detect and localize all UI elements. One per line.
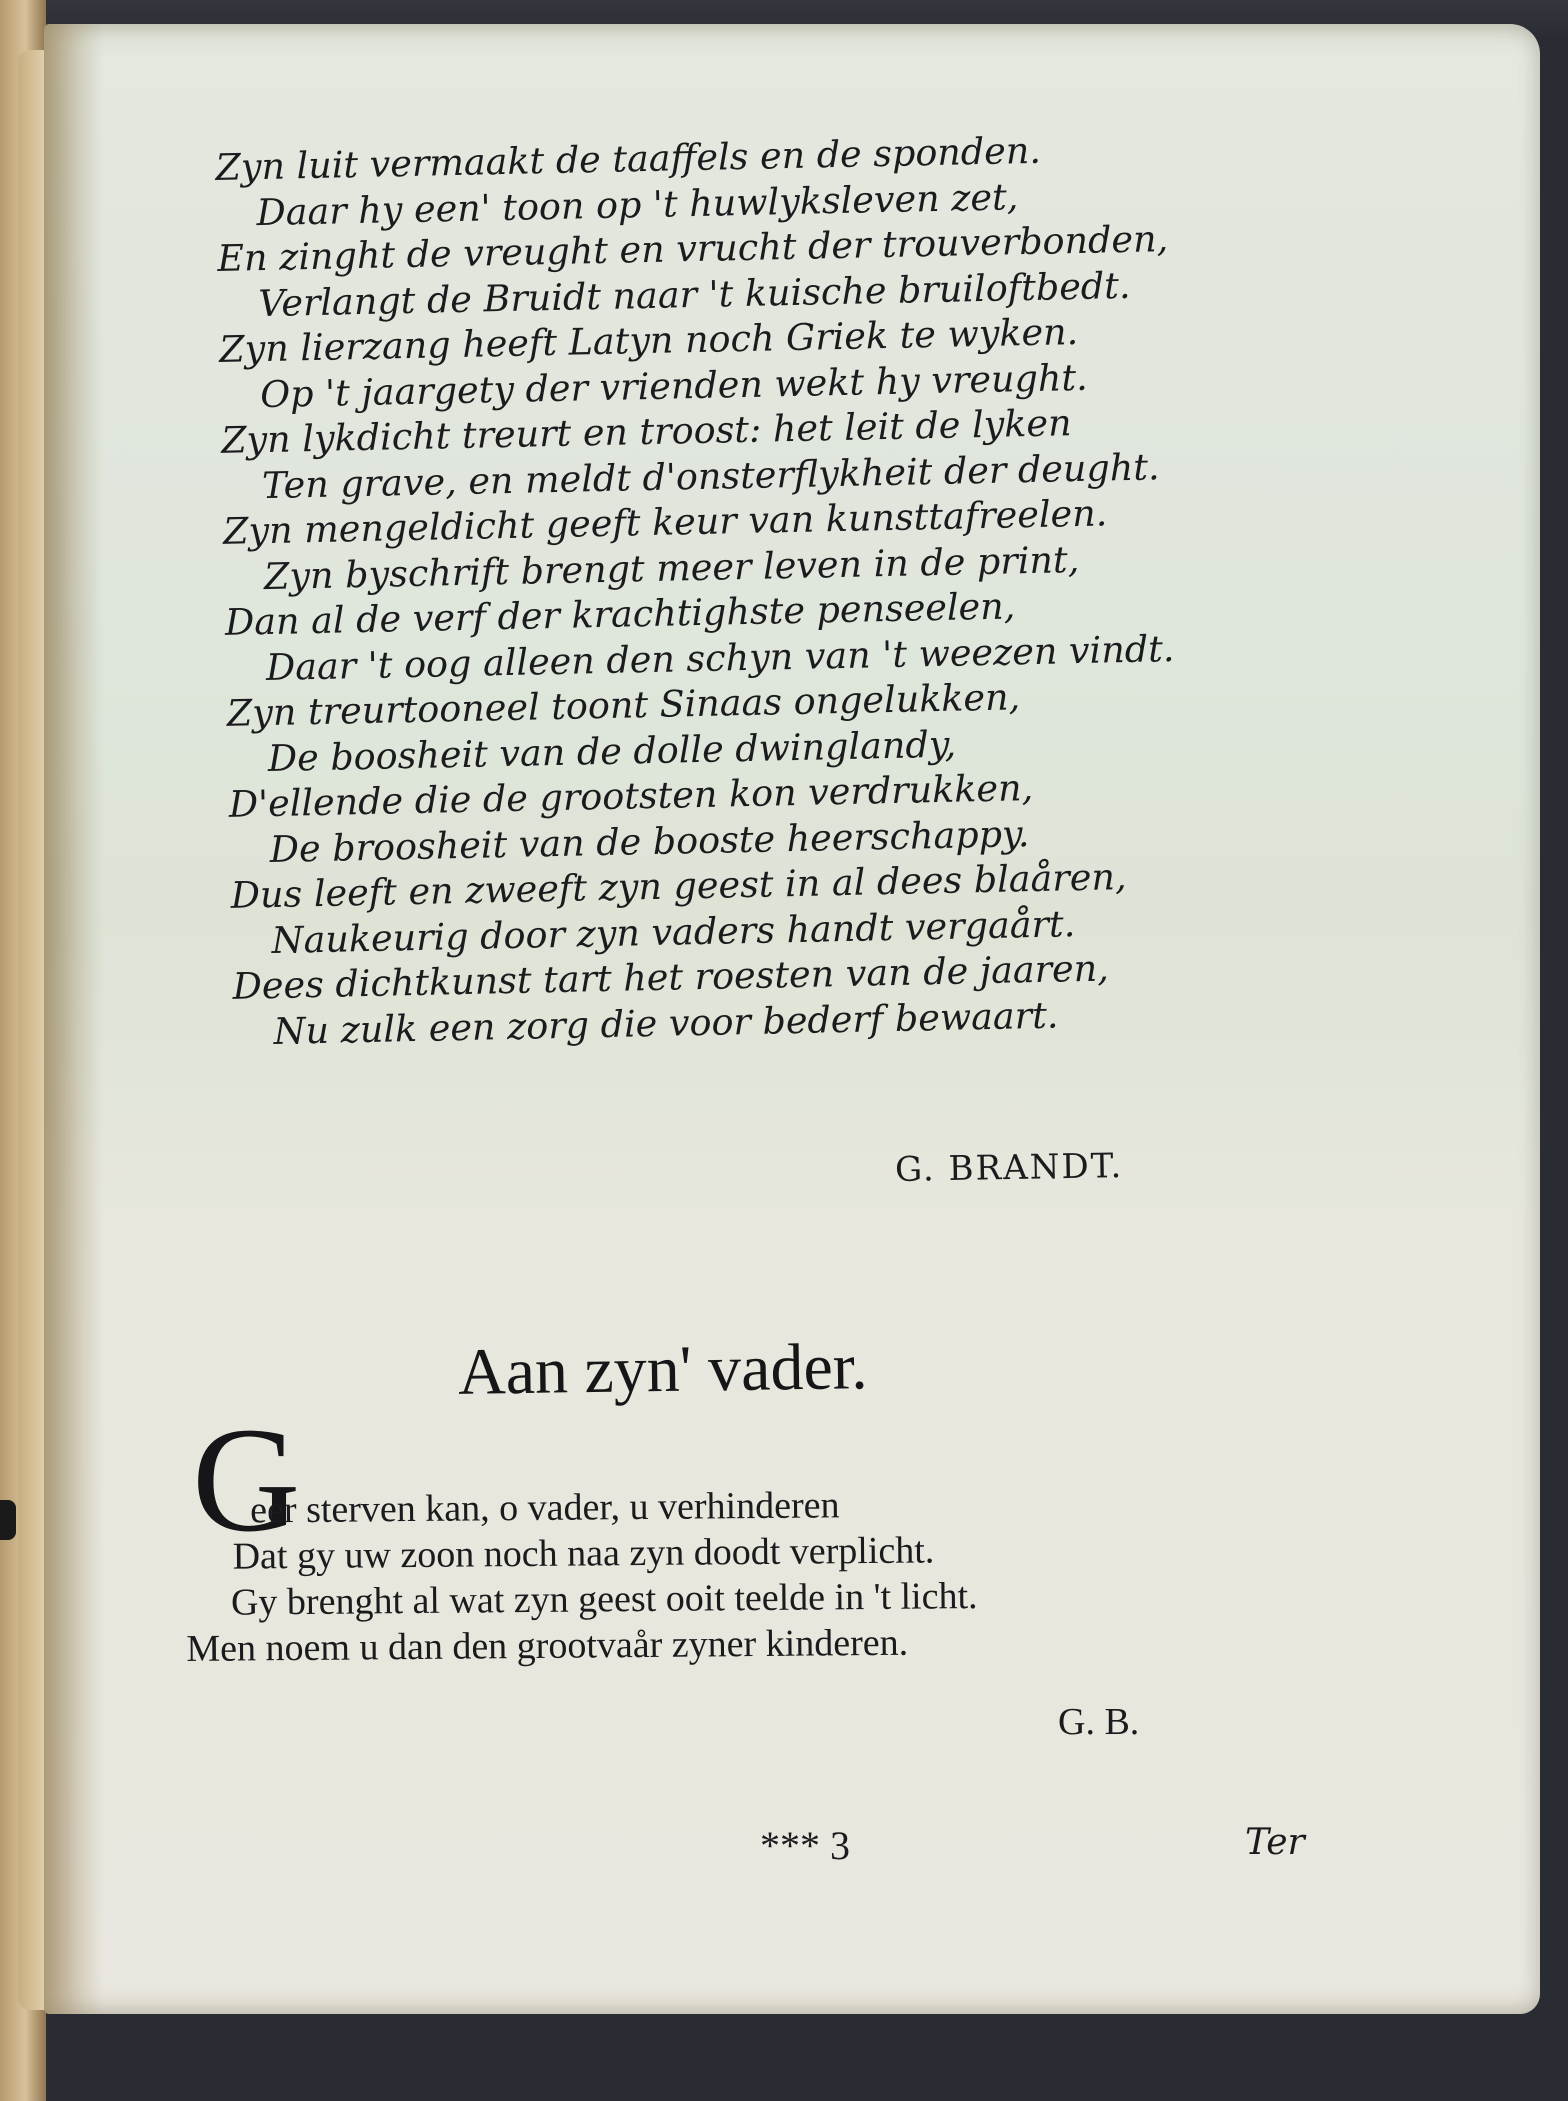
verse-line: Dat gy uw zoon noch naa zyn doodt verplicht. [232, 1529, 935, 1578]
poem-line: Ten grave, en meldt d'onsterflykheit der deught. [261, 444, 1160, 507]
verse-line: eer sterven kan, o vader, u verhinderen [250, 1484, 840, 1532]
page-gutter-shadow [44, 24, 104, 2014]
poem-line: De boosheit van de dolle dwinglandy, [267, 722, 957, 780]
poem-line: D'ellende die de grootsten kon verdrukken, [228, 766, 1034, 826]
verse-line: Gy brenght al wat zyn geest ooit teelde in 't licht. [230, 1575, 978, 1624]
poem-title: Aan zyn' vader. [457, 1330, 869, 1409]
poem-line: Zyn treurtooneel toont Sinaas ongelukken, [226, 675, 1021, 735]
poem-line: Zyn lierzang heeft Latyn noch Griek te wyken. [218, 309, 1079, 371]
poem-line: Zyn lykdicht treurt en troost: het leit de lyken [220, 401, 1072, 462]
poem-line: Nu zulk een zorg die voor bederf bewaart. [273, 993, 1059, 1053]
poem-line: Naukeurig door zyn vaders handt vergaårt. [271, 901, 1076, 962]
poem-line: Dan al de verf der krachtighste penseelen, [224, 584, 1016, 644]
poem-line: Verlangt de Bruidt naar 't kuische bruiloftbedt. [257, 263, 1131, 325]
poem-line: Zyn luit vermaakt de taaffels en de sponden. [215, 128, 1042, 189]
poem-line: Daar 't oog alleen den schyn van 't weezen vindt. [265, 626, 1175, 689]
poem-line: Zyn byschrift brengt meer leven in de print, [263, 537, 1080, 598]
poem-line: Dus leeft en zweeft zyn geest in al dees blaåren, [230, 855, 1127, 917]
poem-line: Zyn mengeldicht geeft keur van kunsttafreelen. [222, 491, 1108, 553]
catchword: Ter [1245, 1822, 1305, 1863]
poem-line: Daar hy een' toon op 't huwlyksleven zet, [255, 174, 1019, 234]
signature-mark: *** 3 [760, 1823, 850, 1868]
poem-line: Dees dichtkunst tart het roesten van de jaaren, [232, 946, 1110, 1008]
verse-line: Men noem u dan den grootvaår zyner kinderen. [186, 1621, 909, 1670]
clip-icon [0, 1500, 16, 1540]
drop-cap: G [192, 1397, 301, 1563]
poem-signature: G. BRANDT. [894, 1146, 1124, 1190]
poem-block [215, 123, 1284, 1055]
poem-line: Op 't jaargety der vrienden wekt hy vreught. [259, 355, 1089, 416]
poem-line: De broosheit van de booste heerschappy. [269, 811, 1030, 871]
verse-signature: G. B. [1058, 1701, 1140, 1743]
verse-block [185, 1479, 1237, 1672]
poem-line: En zinght de vreught en vrucht der trouverbonden, [216, 217, 1169, 280]
